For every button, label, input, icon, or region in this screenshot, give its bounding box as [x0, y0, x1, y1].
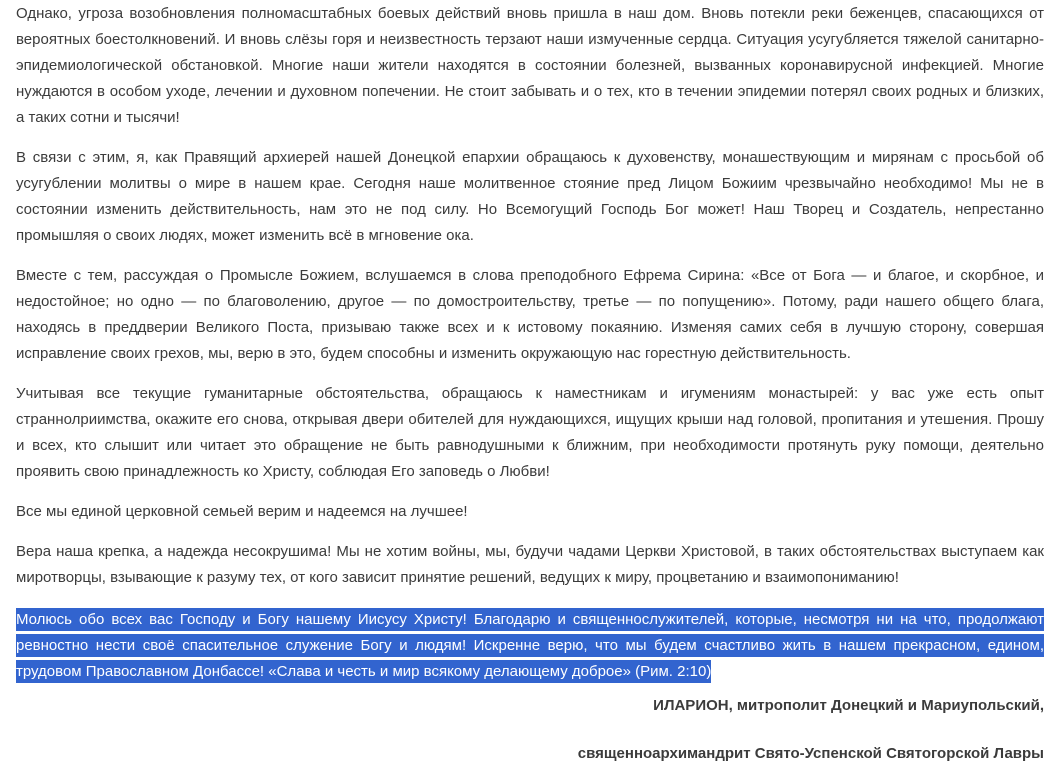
- paragraph-3: Вместе с тем, рассуждая о Промысле Божием, вслушаемся в слова преподобного Ефрема Сирина: «Все от Бога — и благое, и скорбное, и недостойное; но одно — по благоволению, другое — по домостроительству, третье — по попущению». Потому, ради нашего общего блага, находясь в преддверии Великого Поста, призываю также всех и к истовому покаянию. Изменяя самих себя в лучшую сторону, совершая исправление своих грехов, мы, верю в это, будем способны и изменить окружающую нас горестную действительность.: [16, 267, 1044, 362]
- paragraph-4: Учитывая все текущие гуманитарные обстоятельства, обращаюсь к наместникам и игумениям монастырей: у вас уже есть опыт страннолриимства, окажите его снова, открывая двери обителей для нуждающихся, ищущих крыши над головой, пропитания и утешения. Прошу и всех, кто слышит или читает это обращение не быть равнодушными к ближним, при необходимости протянуть руку помощи, деятельно проявить свою принадлежность ко Христу, соблюдая Его заповедь о Любви!: [16, 385, 1044, 480]
- signature-line-1: ИЛАРИОН, митрополит Донецкий и Мариупольский,: [653, 697, 1044, 714]
- selected-text[interactable]: Молюсь обо всех вас Господу и Богу нашему Иисусу Христу! Благодарю и священнослужителей, которые, несмотря ни на что, продолжают ревностно нести своё спасительное служение Богу и людям! Искренне верю, что мы будем счастливо жить в нашем прекрасном, едином, трудовом Православном Донбассе! «Слава и честь и мир всякому делающему доброе» (Рим. 2:10): [16, 608, 1044, 683]
- selected-paragraph[interactable]: [16, 607, 1044, 685]
- paragraph-5: Все мы единой церковной семьей верим и надеемся на лучшее!: [16, 503, 468, 520]
- signature-line-2: священноархимандрит Свято-Успенской Святогорской Лавры: [577, 745, 1044, 762]
- article-body: [16, 0, 1044, 767]
- paragraph-6: Вера наша крепка, а надежда несокрушима! Мы не хотим войны, мы, будучи чадами Церкви Христовой, в таких обстоятельствах выступаем как миротворцы, взывающие к разуму тех, от кого зависит принятие решений, ведущих к миру, процветанию и взаимопониманию!: [16, 543, 1044, 586]
- paragraph-2: В связи с этим, я, как Правящий архиерей нашей Донецкой епархии обращаюсь к духовенству, монашествующим и мирянам с просьбой об усугублении молитвы о мире в нашем крае. Сегодня наше молитвенное стояние пред Лицом Божиим чрезвычайно необходимо! Мы не в состоянии изменить действительность, нам это не под силу. Но Всемогущий Господь Бог может! Наш Творец и Создатель, непрестанно промышляя о своих людях, может изменить всё в мгновение ока.: [16, 149, 1044, 244]
- paragraph-1: Однако, угроза возобновления полномасштабных боевых действий вновь пришла в наш дом. Вновь потекли реки беженцев, спасающихся от вероятных боестолкновений. И вновь слёзы горя и неизвестность терзают наши измученные сердца. Ситуация усугубляется тяжелой санитарно-эпидемиологической обстановкой. Многие наши жители находятся в состоянии болезней, вызванных коронавирусной инфекцией. Многие нуждаются в особом уходе, лечении и духовном попечении. Не стоит забывать и о тех, кто в течении эпидемии потерял своих родных и близких, а таких сотни и тысячи!: [16, 5, 1044, 126]
